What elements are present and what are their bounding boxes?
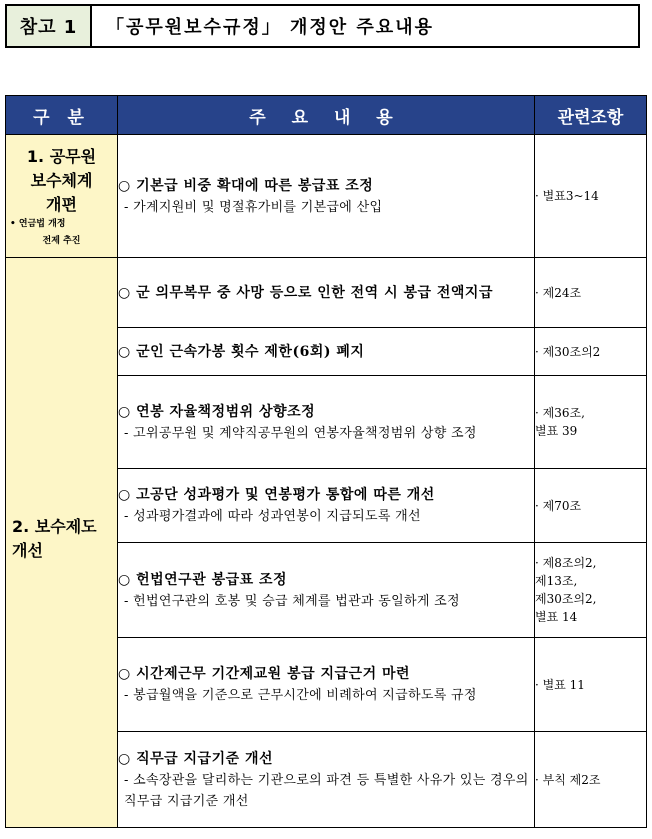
- item-detail: - 봉급월액을 기준으로 근무시간에 비례하여 지급하도록 규정: [124, 688, 477, 703]
- content-cell: [118, 469, 535, 543]
- category-1-note-line-2: 전제 추진: [42, 235, 81, 246]
- ref-cell: [535, 135, 647, 258]
- item-detail: - 성과평가결과에 따라 성과연봉이 지급되도록 개선: [124, 509, 421, 524]
- category-cell-1: [6, 135, 118, 258]
- document-title: 「공무원보수규정」 개정안 주요내용: [106, 17, 434, 38]
- content-cell: [118, 258, 535, 328]
- ref-cell: [535, 543, 647, 638]
- category-2-line-2: 개선: [12, 540, 43, 560]
- ref-line: 제30조의2,: [535, 592, 597, 606]
- reference-header: [5, 4, 640, 48]
- item-heading: ○ 고공단 성과평가 및 연봉평가 통합에 따른 개선: [118, 487, 435, 503]
- item-heading: ○ 연봉 자율책정범위 상향조정: [118, 403, 316, 420]
- ref-line: · 별표3~14: [535, 189, 599, 203]
- ref-line: 제13조,: [535, 574, 578, 588]
- header-category: 구 분: [6, 96, 118, 135]
- ref-line: 별표 39: [535, 424, 578, 438]
- item-detail: - 소속장관을 달리하는 기관으로의 파견 등 특별한 사유가 있는 경우의 직무급 지급기준 개선: [124, 772, 529, 809]
- header-content: 주 요 내 용: [118, 96, 535, 135]
- item-heading: ○ 직무급 지급기준 개선: [118, 750, 274, 767]
- category-cell-2: [6, 258, 118, 828]
- item-heading: ○ 시간제근무 기간제교원 봉급 지급근거 마련: [118, 666, 411, 682]
- content-cell: [118, 328, 535, 376]
- item-heading: ○ 헌법연구관 봉급표 조정: [118, 571, 288, 588]
- ref-line: · 별표 11: [535, 677, 585, 692]
- ref-cell: [535, 638, 647, 732]
- category-1-line-2: 보수체계: [30, 170, 93, 190]
- item-heading: ○ 기본급 비중 확대에 따른 봉급표 조정: [118, 177, 374, 194]
- content-cell: [118, 376, 535, 469]
- ref-cell: [535, 376, 647, 469]
- ref-line: · 제8조의2,: [535, 556, 597, 570]
- ref-line: 별표 14: [535, 610, 578, 624]
- ref-cell: [535, 258, 647, 328]
- table-header-row: [6, 96, 647, 135]
- item-detail: - 헌법연구관의 호봉 및 승급 체계를 법관과 동일하게 조정: [124, 593, 460, 609]
- ref-line: · 부칙 제2조: [535, 772, 601, 787]
- table-row: [6, 258, 647, 328]
- category-1-line-3: 개편: [46, 194, 77, 214]
- item-heading: ○ 군 의무복무 중 사망 등으로 인한 전역 시 봉급 전액지급: [118, 284, 493, 301]
- item-detail: - 고위공무원 및 계약직공무원의 연봉자율책정범위 상향 조정: [124, 425, 477, 441]
- amendment-table: [5, 95, 647, 828]
- content-cell: [118, 135, 535, 258]
- category-2-line-1: 2. 보수제도: [12, 516, 97, 536]
- content-cell: [118, 732, 535, 828]
- reference-tag: 참고 1: [7, 6, 92, 46]
- header-ref: 관련조항: [535, 96, 647, 135]
- ref-cell: [535, 469, 647, 543]
- ref-line: · 제70조: [535, 498, 582, 513]
- content-cell: [118, 638, 535, 732]
- table-row: [6, 135, 647, 258]
- ref-line: · 제36조,: [535, 406, 585, 420]
- item-heading: ○ 군인 근속가봉 횟수 제한(6회) 폐지: [118, 343, 365, 360]
- item-detail: - 가계지원비 및 명절휴가비를 기본급에 산입: [124, 199, 383, 215]
- ref-cell: [535, 732, 647, 828]
- ref-cell: [535, 328, 647, 376]
- content-cell: [118, 543, 535, 638]
- category-1-note-line-1: • 연금법 개정: [10, 218, 66, 229]
- ref-line: · 제30조의2: [535, 344, 601, 359]
- category-1-line-1: 1. 공무원: [26, 146, 97, 166]
- ref-line: · 제24조: [535, 285, 582, 300]
